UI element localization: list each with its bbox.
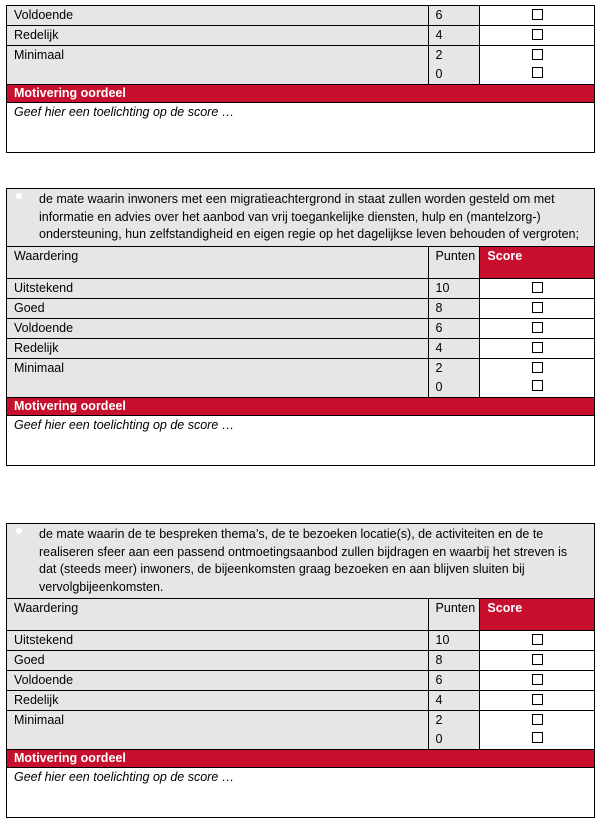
motivation-header: Motivering oordeel [7, 750, 595, 768]
rating-label: Uitstekend [7, 631, 429, 651]
rating-row [7, 711, 595, 750]
points-value: 2 [435, 48, 443, 62]
score-checkbox[interactable] [532, 302, 543, 313]
score-cell [480, 651, 595, 671]
score-cell [480, 338, 595, 358]
rating-points: 4 [428, 26, 480, 46]
rating-points: 4 [428, 338, 480, 358]
rating-points: 6 [428, 671, 480, 691]
motivation-header: Motivering oordeel [7, 397, 595, 415]
rating-label: Minimaal [7, 711, 429, 750]
rating-row [7, 631, 595, 651]
rating-points: 8 [428, 651, 480, 671]
rating-label: Redelijk [7, 691, 429, 711]
score-checkbox[interactable] [532, 732, 543, 743]
rating-label: Goed [7, 298, 429, 318]
score-cell [480, 358, 595, 397]
rating-row [7, 671, 595, 691]
criterion-table [6, 523, 595, 818]
criterion-table-partial [6, 5, 595, 153]
rating-label: Uitstekend [7, 278, 429, 298]
score-cell [480, 671, 595, 691]
score-checkbox[interactable] [532, 362, 543, 373]
rating-points: 10 [428, 631, 480, 651]
col-header-waardering: Waardering [7, 599, 429, 631]
rating-label: Redelijk [7, 338, 429, 358]
points-value: 0 [435, 67, 443, 81]
score-checkbox[interactable] [532, 49, 543, 60]
rating-label: Voldoende [7, 6, 429, 26]
score-checkbox[interactable] [532, 342, 543, 353]
rating-label: Minimaal [7, 46, 429, 85]
rating-label: Redelijk [7, 26, 429, 46]
score-checkbox[interactable] [532, 694, 543, 705]
rating-points: 10 [428, 278, 480, 298]
rating-points: 6 [428, 318, 480, 338]
rating-row [7, 338, 595, 358]
score-cell [480, 46, 595, 85]
rating-row [7, 26, 595, 46]
rating-points [428, 711, 480, 750]
rating-label: Voldoende [7, 318, 429, 338]
score-checkbox[interactable] [532, 29, 543, 40]
rating-points: 6 [428, 6, 480, 26]
score-checkbox[interactable] [532, 322, 543, 333]
rating-row [7, 318, 595, 338]
rating-row [7, 651, 595, 671]
score-checkbox[interactable] [532, 9, 543, 20]
col-header-score: Score [480, 599, 595, 631]
score-cell [480, 6, 595, 26]
score-cell [480, 711, 595, 750]
score-cell [480, 278, 595, 298]
score-cell [480, 298, 595, 318]
criterion-text: de mate waarin de te bespreken thema’s, de te bezoeken locatie(s), de activiteiten en de te realiseren sfeer aan een passend ontmoetingsaanbod zullen bijdragen en waarbij het streven is dat (steeds meer) inwoners, de bijeenkomsten graag bezoeken en aan blijven sluiten bij vervolgbijeenkomsten. [39, 527, 568, 594]
criterion-text: de mate waarin inwoners met een migratieachtergrond in staat zullen worden gesteld om met informatie en advies over het aanbod van vrij toegankelijke diensten, hulp en (mantelzorg-) ondersteuning, hun zelfstandigheid en eigen regie op het dagelijkse leven behouden of vergroten; [39, 192, 579, 241]
rating-label: Goed [7, 651, 429, 671]
rating-points [428, 46, 480, 85]
criterion-description [7, 189, 595, 247]
motivation-header: Motivering oordeel [7, 85, 595, 103]
criterion-table [6, 188, 595, 466]
score-checkbox[interactable] [532, 714, 543, 725]
points-value: 2 [435, 360, 443, 375]
points-value: 0 [435, 379, 443, 394]
rating-row [7, 278, 595, 298]
col-header-waardering: Waardering [7, 246, 429, 278]
criterion-description [7, 524, 595, 599]
score-checkbox[interactable] [532, 67, 543, 78]
rating-row [7, 358, 595, 397]
score-checkbox[interactable] [532, 654, 543, 665]
col-header-score: Score [480, 246, 595, 278]
rating-row [7, 6, 595, 26]
bullet-icon [16, 193, 22, 199]
rating-points [428, 358, 480, 397]
rating-row [7, 46, 595, 85]
score-checkbox[interactable] [532, 282, 543, 293]
score-cell [480, 691, 595, 711]
score-checkbox[interactable] [532, 674, 543, 685]
score-checkbox[interactable] [532, 634, 543, 645]
rating-points: 8 [428, 298, 480, 318]
motivation-input[interactable]: Geef hier een toelichting op de score … [7, 768, 595, 818]
col-header-punten: Punten [428, 246, 480, 278]
rating-label: Voldoende [7, 671, 429, 691]
points-value: 0 [435, 732, 443, 746]
score-cell [480, 318, 595, 338]
score-cell [480, 631, 595, 651]
col-header-punten: Punten [428, 599, 480, 631]
motivation-input[interactable]: Geef hier een toelichting op de score … [7, 415, 595, 465]
rating-points: 4 [428, 691, 480, 711]
bullet-icon [16, 528, 22, 534]
points-value: 2 [435, 713, 443, 727]
rating-row [7, 691, 595, 711]
rating-label: Minimaal [7, 358, 429, 397]
rating-row [7, 298, 595, 318]
motivation-input[interactable]: Geef hier een toelichting op de score … [7, 103, 595, 153]
score-cell [480, 26, 595, 46]
score-checkbox[interactable] [532, 380, 543, 391]
